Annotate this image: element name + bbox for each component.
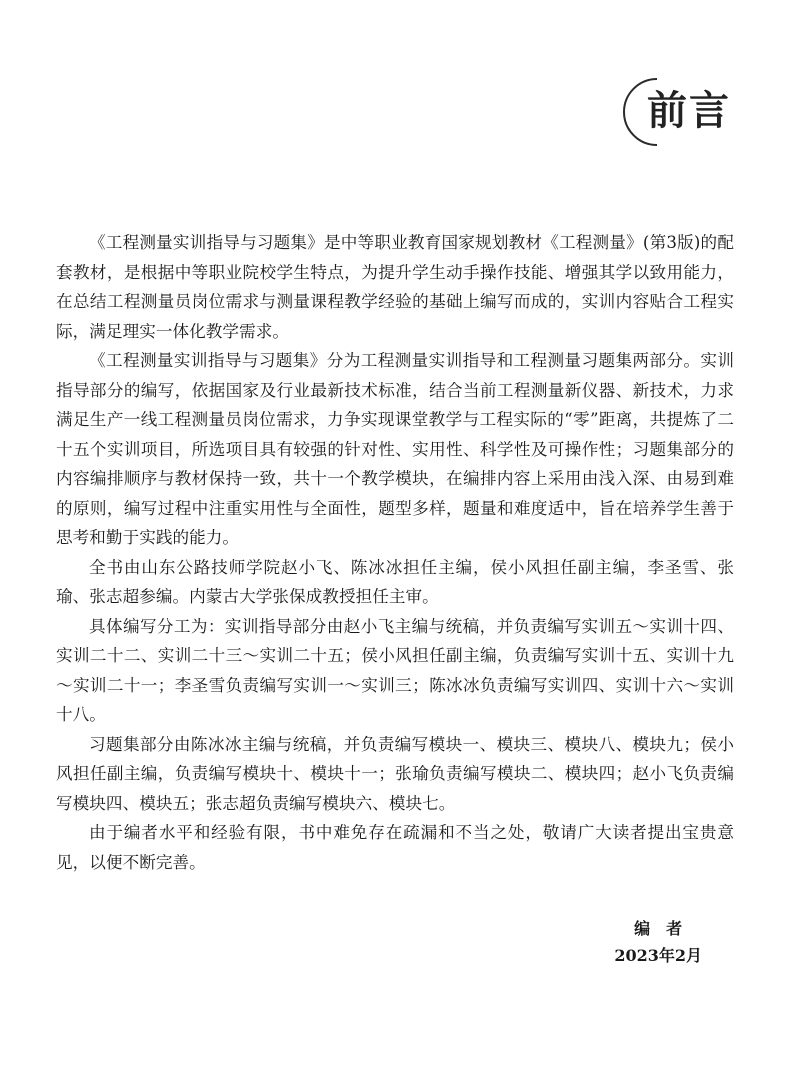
paragraph-1: 《工程测量实训指导与习题集》是中等职业教育国家规划教材《工程测量》(第3版)的配套教材，是根据中等职业院校学生特点，为提升学生动手操作技能、增强其学以致用能力，在总结工程测量员岗位需求与测量课程教学经验的基础上编写而成的，实训内容贴合工程实际，满足理实一体化教学需求。 (56, 233, 734, 341)
preface-heading (623, 78, 743, 150)
paragraph-5: 习题集部分由陈冰冰主编与统稿，并负责编写模块一、模块三、模块八、模块九；侯小风担任副主编，负责编写模块十、模块十一；张瑜负责编写模块二、模块四；赵小飞负责编写模块四、模块五；张志超负责编写模块六、模块七。 (56, 734, 734, 813)
paragraph-4: 具体编写分工为：实训指导部分由赵小飞主编与统稿，并负责编写实训五～实训十四、实训二十二、实训二十三～实训二十五；侯小风担任副主编，负责编写实训十五、实训十九～实训二十一；李圣雪负责编写实训一～实训三；陈冰冰负责编写实训四、实训十六～实训十八。 (56, 616, 734, 724)
signature-author: 编者 (634, 919, 699, 938)
paragraph-2: 《工程测量实训指导与习题集》分为工程测量实训指导和工程测量习题集两部分。实训指导部分的编写，依据国家及行业最新技术标准，结合当前工程测量新仪器、新技术，力求满足生产一线工程测量员岗位需求，力争实现课堂教学与工程实际的“零”距离，共提炼了二十五个实训项目，所选项目具有较强的针对性、实用性、科学性及可操作性；习题集部分的内容编排顺序与教材保持一致，共十一个教学模块，在编排内容上采用由浅入深、由易到难的原则，编写过程中注重实用性与全面性，题型多样，题量和难度适中，旨在培养学生善于思考和勤于实践的能力。 (56, 351, 734, 547)
signature-date: 2023年2月 (614, 946, 702, 965)
paragraph-6: 由于编者水平和经验有限，书中难免存在疏漏和不当之处，敬请广大读者提出宝贵意见，以便不断完善。 (56, 823, 734, 872)
paragraph-3: 全书由山东公路技师学院赵小飞、陈冰冰担任主编，侯小风担任副主编，李圣雪、张瑜、张志超参编。内蒙古大学张保成教授担任主审。 (56, 557, 734, 606)
page-title: 前言 (647, 88, 731, 134)
signature-block (614, 915, 702, 969)
preface-body (56, 228, 734, 877)
